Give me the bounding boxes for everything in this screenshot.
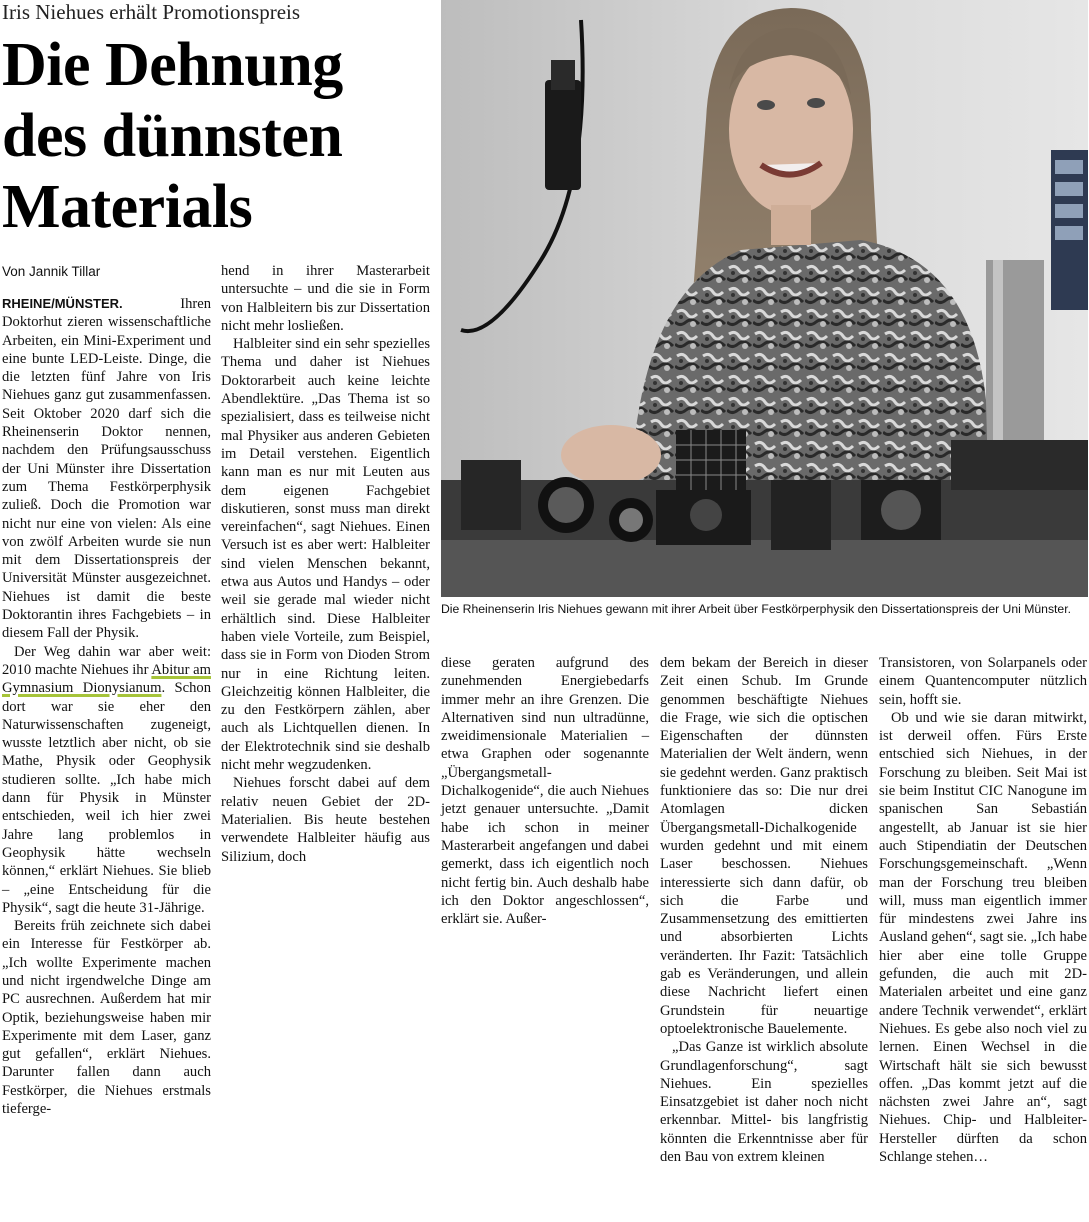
paragraph-text: Ihren Doktorhut zieren wissenschaftliche Arbeiten, ein Mini-Experiment und eine bunte LED-Leiste. Dinge, die die letzten fünf Jahre von Iris Niehues ganz gut zusammenfassen. Seit Oktober 2020 darf sich die Rheinenserin Doktor nennen, nachdem den Prüfungsausschuss der Uni Münster ihre Dissertation zum Thema Festkörperphysik zuließ. Doch die Promotion war nicht nur eine von vielen: Als eine von zwölf Arbeiten wurde sie nun mit dem Dissertationspreis der Universität Münster ausgezeichnet. Niehues ist damit die beste Doktorantin ihres Fachgebiets – in diesem Fall der Physik. — [2, 296, 211, 642]
paragraph-text: Der Weg dahin war aber weit: 2010 machte Niehues ihr — [2, 643, 211, 678]
paragraph: Halbleiter sind ein sehr spezielles Thema und daher ist Niehues Doktorarbeit auch keine leichte Abendlektüre. „Das Thema ist so spezialisiert, dass es teilweise nicht mal Physiker aus anderen Gebieten im Detail verstehen. Eigentlich kann man es nur mit Leuten aus dem eigenen Fachgebiet diskutieren, sonst muss man direkt vereinfachen“, sagt Niehues. Einen Versuch ist es aber wert: Halbleiter sind vielen Menschen bekannt, etwa aus Autos und Handys – oder weil sie gerade mal wieder nicht erhältlich sind. Diese Halbleiter haben viele Vorteile, zum Beispiel, dass sie in Form von Dioden Strom nur in eine Richtung leiten. Gleichzeitig können Halbleiter, die zu den Festkörpern zählen, aber auch als Lichtquellen dienen. In der Elektrotechnik sind sie deshalb nicht mehr wegzudenken. — [221, 336, 430, 774]
headline-line-1: Die Dehnung — [2, 31, 343, 99]
article-column-5 — [879, 654, 1087, 1166]
dateline: RHEINE/MÜNSTER. — [2, 296, 123, 311]
paragraph: Bereits früh zeichnete sich dabei ein Interesse für Festkörper ab. „Ich wollte Experimente machen und nicht irgendwelche Dinge am PC ausrechnen. Außerdem hat mir Optik, beziehungsweise haben mir Experimente mit dem Laser, ganz gut gefallen“, erklärt Niehues. Darunter fallen dann auch Festkörper, die Niehues erstmals tieferge- — [2, 918, 211, 1118]
article-column-3 — [441, 654, 649, 928]
paragraph: hend in ihrer Masterarbeit untersuchte – und die sie in Form von Halbleitern bis zur Dissertation nicht mehr losließen. — [221, 263, 430, 334]
byline: Von Jannik Tillar — [2, 264, 101, 279]
headline-line-3: Materials — [2, 173, 253, 241]
photo-caption: Die Rheinenserin Iris Niehues gewann mit ihrer Arbeit über Festkörperphysik den Dissertationspreis der Uni Münster. — [441, 602, 1071, 616]
paragraph: Transistoren, von Solarpanels oder einem Quantencomputer nützlich sein, hofft sie. — [879, 655, 1087, 708]
paragraph — [2, 643, 211, 917]
article-column-4 — [660, 654, 868, 1166]
article-column-1 — [2, 295, 211, 1118]
paragraph: Ob und wie sie daran mitwirkt, ist derweil offen. Fürs Erste entschied sich Niehues, in der Forschung zu bleiben. Seit Mai ist sie beim Institut CIC Nanogune im spanischen San Sebastián angestellt, ab Januar ist sie hier auch Stipendiatin der Deutschen Forschungsgemeinschaft. „Wenn man der Forschung treu bleiben will, muss man eigentlich immer für mindestens zwei Jahre ins Ausland gehen“, sagt sie. „Ich habe hier aber eine tolle Gruppe gefunden, die auch mit 2D-Materialen arbeitet und eine ganz andere Technik verwendet“, erklärt Niehues. Es gebe also noch viel zu lernen. Einen Wechsel in die Wirtschaft hält sie sich bewusst offen. „Das kommt jetzt auf die nächsten zwei Jahre an“, sagt Niehues. Chip- und Halbleiter-Hersteller dürften da schon Schlange stehen… — [879, 709, 1087, 1166]
paragraph: dem bekam der Bereich in dieser Zeit einen Schub. Im Grunde genommen beschäftigte Niehues die Frage, wie sich die optischen Eigenschaften der dünnsten Materialien der Welt ändern, wenn sie gedehnt werden. Ganz praktisch funktioniere das so: Die nur drei Atomlagen dicken Übergangsmetall-Dichalkogenide wurden gedehnt und mit einem Laser beschossen. Niehues interessierte sich dann dafür, ob sich die Farbe und Zusammensetzung des emittierten und absorbierten Lichts veränderten. Ihr Fazit: Tatsächlich gab es Veränderungen, und allein diese Nachricht liefert einen Grundstein für neuartige optoelektronische Bauelemente. — [660, 655, 868, 1037]
paragraph: diese geraten aufgrund des zunehmenden Energiebedarfs immer mehr an ihre Grenzen. Die Alternativen sind nun ultradünne, zweidimensionale Materialien – etwa Graphen oder sogenannte „Übergangsmetall-Dichalkogenide“, die auch Niehues jetzt genauer untersuchte. „Damit habe ich schon in meiner Masterarbeit angefangen und dabei gemerkt, dass ich eigentlich noch nicht fertig bin. Auch deshalb habe ich den Doktor angeschlossen“, erklärt sie. Außer- — [441, 655, 649, 928]
article-photo — [441, 0, 1088, 597]
headline-line-2: des dünnsten — [2, 102, 343, 170]
paragraph: „Das Ganze ist wirklich absolute Grundlagenforschung“, sagt Niehues. Ein spezielles Einsatzgebiet ist daher noch nicht erkennbar. Mittel- bis langfristig könnten die Erkenntnisse aber für den Bau von extrem kleinen — [660, 1039, 868, 1166]
paragraph — [2, 295, 211, 643]
headline — [2, 30, 432, 243]
photo-researcher-at-optics-lab-icon — [441, 0, 1088, 597]
paragraph: Niehues forscht dabei auf dem relativ neuen Gebiet der 2D-Materialien. Bis heute bestehen verwendete Halbleiter häufig aus Silizium, doch — [221, 775, 430, 865]
highlighted-text: Abitur am Gymnasium Dionysianum — [2, 661, 211, 697]
article-column-2 — [221, 262, 430, 866]
paragraph-text: . Schon dort war sie eher den Naturwissenschaften zugeneigt, wusste letztlich aber nicht, ob sie Mathe, Physik oder Geophysik studieren sollte. „Ich habe mich dann für Physik in Münster entschieden, weil ich hier zwei Jahre lang problemlos in Geophysik hätte wechseln können,“ erklärt Niehues. Sie blieb – „eine Entscheidung für die Physik“, sagt die heute 31-Jährige. — [2, 680, 212, 916]
kicker: Iris Niehues erhält Promotionspreis — [2, 0, 301, 24]
